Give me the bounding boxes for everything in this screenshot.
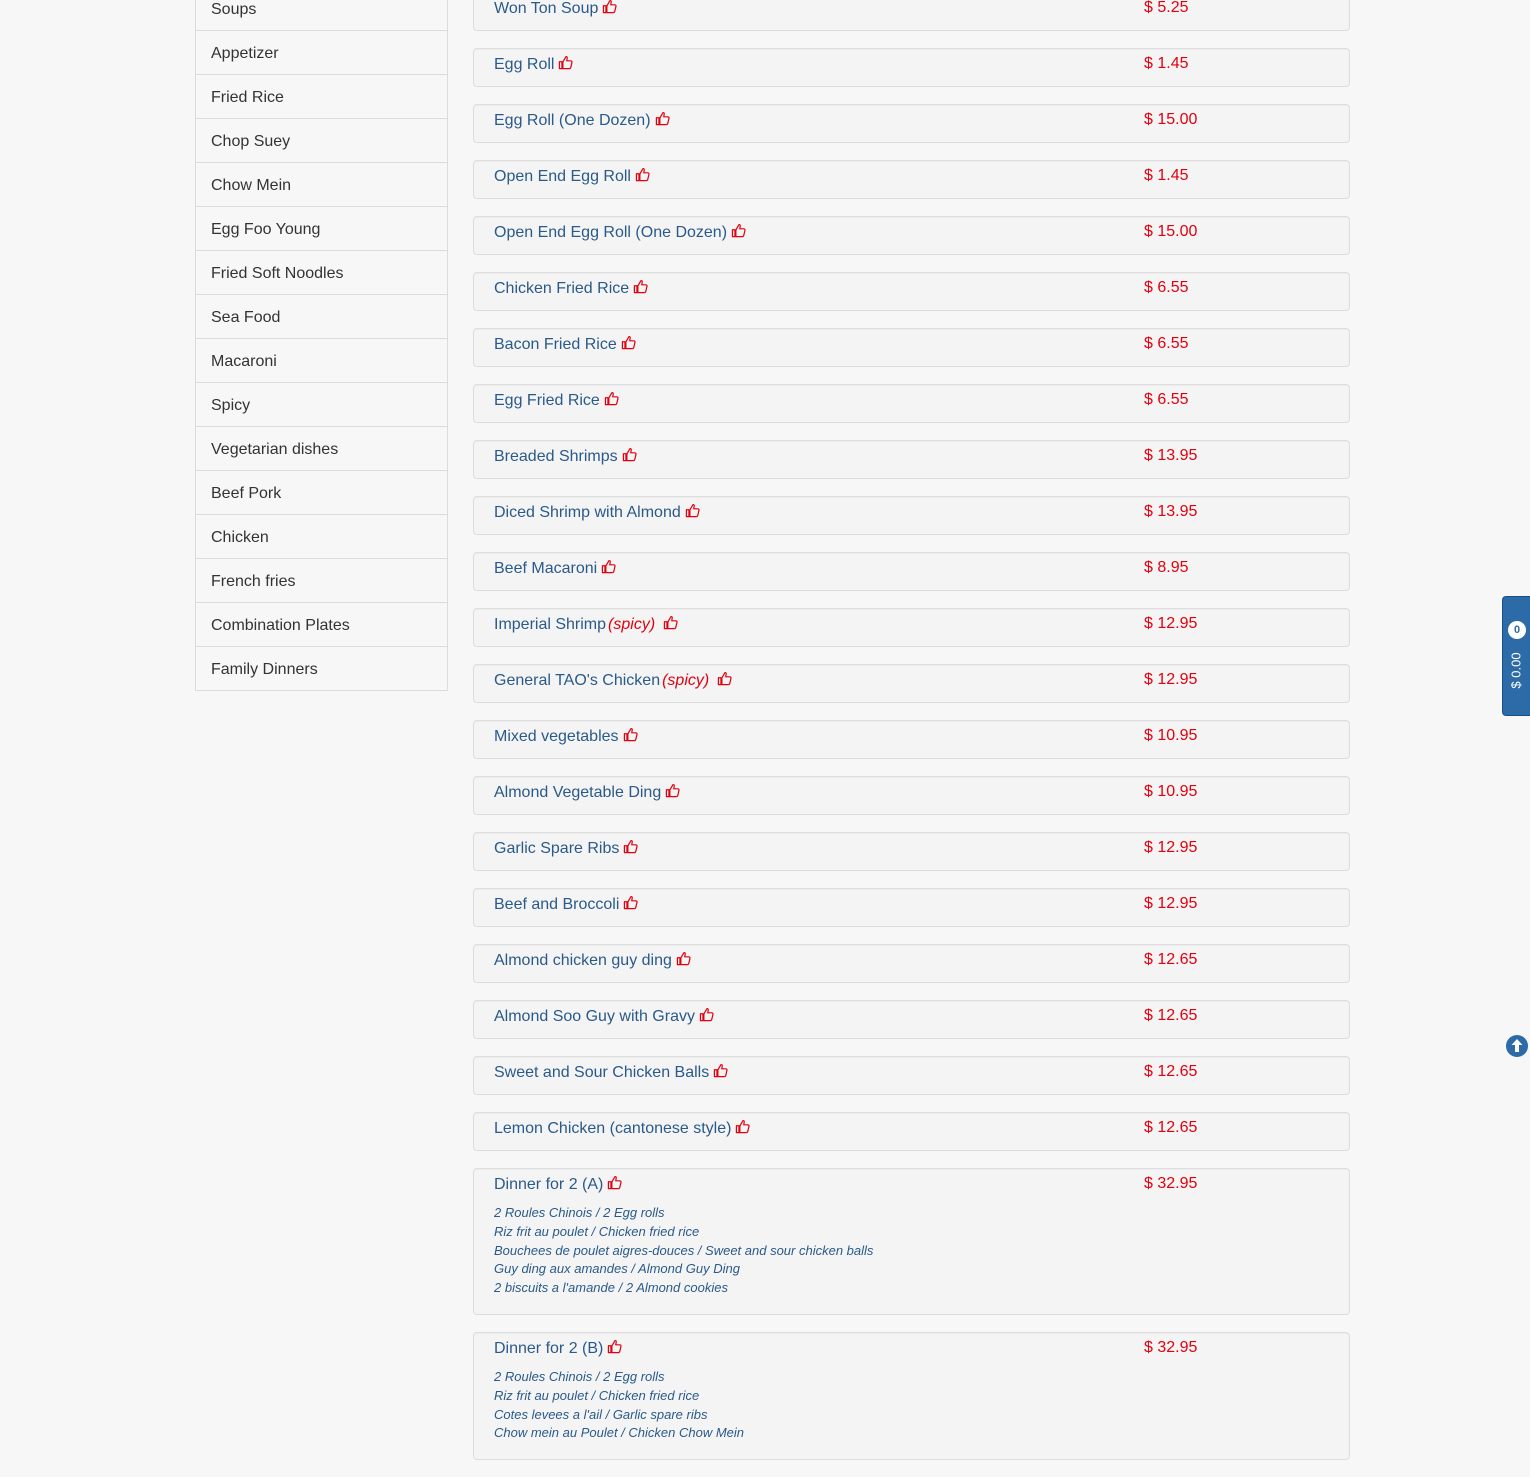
menu-item-price: $ 10.95: [1144, 727, 1198, 744]
menu-item-name[interactable]: [494, 223, 746, 242]
thumbs-up-icon[interactable]: [717, 671, 732, 686]
thumbs-up-icon[interactable]: [623, 895, 638, 910]
thumbs-up-icon[interactable]: [607, 1175, 622, 1190]
menu-item-name[interactable]: [494, 1339, 622, 1358]
menu-item-name[interactable]: [494, 1175, 622, 1194]
menu-item[interactable]: [473, 832, 1350, 871]
thumbs-up-icon[interactable]: [699, 1007, 714, 1022]
menu-item-name[interactable]: [494, 167, 650, 186]
thumbs-up-icon[interactable]: [635, 167, 650, 182]
menu-item-name[interactable]: [494, 111, 670, 130]
menu-item-name[interactable]: [494, 839, 638, 858]
menu-item[interactable]: [473, 720, 1350, 759]
thumbs-up-icon[interactable]: [558, 55, 573, 70]
category-chicken[interactable]: Chicken: [196, 514, 447, 558]
menu-item-price: $ 13.95: [1144, 503, 1198, 520]
menu-item-name[interactable]: [494, 279, 648, 298]
menu-item-price: $ 15.00: [1144, 111, 1198, 128]
menu-item-name-text: Almond Vegetable Ding: [494, 784, 662, 801]
thumbs-up-icon[interactable]: [663, 615, 678, 630]
menu-item-name-text: Imperial Shrimp: [494, 616, 607, 633]
menu-item-price: $ 13.95: [1144, 447, 1198, 464]
thumbs-up-icon[interactable]: [713, 1063, 728, 1078]
menu-item-name[interactable]: [494, 615, 678, 634]
category-appetizer[interactable]: Appetizer: [196, 30, 447, 74]
category-sidebar: [195, 0, 448, 691]
menu-item-price: $ 8.95: [1144, 559, 1189, 576]
menu-item-name-text: Garlic Spare Ribs: [494, 840, 620, 857]
menu-item-price: $ 12.95: [1144, 839, 1198, 856]
description-line: 2 Roules Chinois / 2 Egg rolls: [494, 1368, 665, 1384]
menu-item-name-text: Open End Egg Roll (One Dozen): [494, 224, 728, 241]
description-line: Chow mein au Poulet / Chicken Chow Mein: [494, 1425, 745, 1441]
menu-item-price: $ 10.95: [1144, 783, 1198, 800]
thumbs-up-icon[interactable]: [633, 279, 648, 294]
thumbs-up-icon[interactable]: [607, 1339, 622, 1354]
menu-item[interactable]: [473, 664, 1350, 703]
menu-item-price: $ 32.95: [1144, 1175, 1198, 1192]
menu-item-list: [473, 0, 1350, 1477]
description-line: 2 biscuits a l'amande / 2 Almond cookies: [494, 1280, 728, 1296]
category-sea-food[interactable]: Sea Food: [196, 294, 447, 338]
category-beef-pork[interactable]: Beef Pork: [196, 470, 447, 514]
cart-count-badge: 0: [1508, 621, 1526, 639]
cart-total: $ 0.00: [1508, 652, 1524, 689]
menu-item[interactable]: [473, 608, 1350, 647]
menu-item-name[interactable]: [494, 0, 617, 18]
menu-item-price: $ 12.65: [1144, 1063, 1198, 1080]
menu-item[interactable]: [473, 384, 1350, 423]
menu-item[interactable]: [473, 1332, 1350, 1460]
menu-item[interactable]: [473, 216, 1350, 255]
menu-item-price: $ 12.95: [1144, 895, 1198, 912]
description-line: Guy ding aux amandes / Almond Guy Ding: [494, 1261, 740, 1277]
thumbs-up-icon[interactable]: [604, 391, 619, 406]
menu-item-price: $ 12.65: [1144, 1007, 1198, 1024]
spicy-label: (spicy): [608, 616, 656, 633]
menu-item[interactable]: [473, 104, 1350, 143]
menu-item-price: $ 12.95: [1144, 615, 1198, 632]
menu-item-name-text: Sweet and Sour Chicken Balls: [494, 1064, 710, 1081]
menu-item-name-text: Open End Egg Roll: [494, 168, 631, 185]
menu-item-name-text: Breaded Shrimps: [494, 448, 618, 465]
description-line: Riz frit au poulet / Chicken fried rice: [494, 1223, 700, 1239]
scroll-top-icon[interactable]: [1505, 1034, 1529, 1058]
category-french-fries[interactable]: French fries: [196, 558, 447, 602]
category-combination-plates[interactable]: Combination Plates: [196, 602, 447, 646]
menu-item-name-text: Egg Roll: [494, 56, 555, 73]
menu-item[interactable]: [473, 1168, 1350, 1315]
category-macaroni[interactable]: Macaroni: [196, 338, 447, 382]
menu-item[interactable]: [473, 1000, 1350, 1039]
thumbs-up-icon[interactable]: [601, 559, 616, 574]
menu-item-price: $ 12.65: [1144, 1119, 1198, 1136]
menu-item-name[interactable]: [494, 727, 638, 746]
category-soups[interactable]: Soups: [211, 1, 257, 18]
menu-item-name[interactable]: [494, 1063, 728, 1082]
menu-item[interactable]: [473, 944, 1350, 983]
menu-item-name-text: Bacon Fried Rice: [494, 336, 617, 353]
menu-item-name-text: Beef Macaroni: [494, 560, 598, 577]
category-chow-mein[interactable]: Chow Mein: [196, 162, 447, 206]
menu-item-price: $ 1.45: [1144, 167, 1189, 184]
menu-item-name-text: Won Ton Soup: [494, 0, 599, 17]
category-vegetarian-dishes[interactable]: Vegetarian dishes: [196, 426, 447, 470]
category-family-dinners[interactable]: Family Dinners: [196, 646, 447, 690]
menu-item-price: $ 6.55: [1144, 391, 1189, 408]
menu-item-name-text: General TAO's Chicken: [494, 672, 661, 689]
thumbs-up-icon[interactable]: [731, 223, 746, 238]
menu-item-price: $ 15.00: [1144, 223, 1198, 240]
menu-item-description: [494, 1368, 1329, 1443]
menu-item-name[interactable]: [494, 783, 680, 802]
menu-item-name-text: Diced Shrimp with Almond: [494, 504, 681, 521]
menu-item[interactable]: [473, 496, 1350, 535]
menu-item-name-text: Dinner for 2 (B): [494, 1339, 604, 1357]
thumbs-up-icon[interactable]: [685, 503, 700, 518]
menu-item-name-text: Almond Soo Guy with Gravy: [494, 1008, 695, 1025]
menu-item-name-text: Chicken Fried Rice: [494, 280, 630, 297]
thumbs-up-icon[interactable]: [621, 335, 636, 350]
thumbs-up-icon[interactable]: [623, 839, 638, 854]
menu-item-price: $ 12.65: [1144, 951, 1198, 968]
description-line: Cotes levees a l'ail / Garlic spare ribs: [494, 1406, 708, 1422]
menu-item[interactable]: [473, 160, 1350, 199]
menu-item-name-text: Beef and Broccoli: [494, 896, 620, 913]
menu-item-price: $ 1.45: [1144, 55, 1189, 72]
menu-item-description: [494, 1204, 1329, 1298]
menu-item-price: $ 6.55: [1144, 279, 1189, 296]
menu-item-price: $ 32.95: [1144, 1338, 1198, 1356]
menu-item[interactable]: [473, 776, 1350, 815]
menu-item-name[interactable]: [494, 1007, 714, 1026]
menu-item-price: $ 6.55: [1144, 335, 1189, 352]
category-spicy[interactable]: Spicy: [196, 382, 447, 426]
menu-item-name-text: Almond chicken guy ding: [494, 952, 672, 969]
menu-item-name-text: Lemon Chicken (cantonese style): [494, 1120, 732, 1137]
menu-item-name[interactable]: [494, 559, 616, 578]
menu-item-name-text: Dinner for 2 (A): [494, 1176, 604, 1193]
thumbs-up-icon[interactable]: [655, 111, 670, 126]
menu-item[interactable]: [473, 1112, 1350, 1151]
menu-item-name[interactable]: [494, 503, 700, 522]
category-chop-suey[interactable]: Chop Suey: [196, 118, 447, 162]
menu-item-name[interactable]: [494, 335, 636, 354]
menu-item-name[interactable]: [494, 671, 732, 690]
menu-item[interactable]: [473, 328, 1350, 367]
category-egg-foo-young[interactable]: Egg Foo Young: [196, 206, 447, 250]
thumbs-up-icon[interactable]: [665, 783, 680, 798]
menu-item-name-text: Mixed vegetables: [494, 728, 619, 745]
menu-item-name[interactable]: [494, 895, 638, 914]
thumbs-up-icon[interactable]: [735, 1119, 750, 1134]
cart-tab[interactable]: [1502, 596, 1530, 716]
thumbs-up-icon[interactable]: [676, 951, 691, 966]
thumbs-up-icon[interactable]: [622, 447, 637, 462]
category-fried-rice[interactable]: Fried Rice: [196, 74, 447, 118]
menu-item[interactable]: [473, 48, 1350, 87]
menu-item[interactable]: [473, 272, 1350, 311]
menu-item-name[interactable]: [494, 447, 637, 466]
menu-item-name-text: Egg Fried Rice: [494, 392, 600, 409]
menu-item[interactable]: [473, 552, 1350, 591]
menu-item[interactable]: [473, 888, 1350, 927]
category-fried-soft-noodles[interactable]: Fried Soft Noodles: [196, 250, 447, 294]
menu-item[interactable]: [473, 0, 1350, 31]
menu-item-name-text: Egg Roll (One Dozen): [494, 112, 651, 129]
menu-item-price: $ 5.25: [1144, 0, 1189, 16]
description-line: Riz frit au poulet / Chicken fried rice: [494, 1387, 700, 1403]
menu-item-price: $ 12.95: [1144, 671, 1198, 688]
spicy-label: (spicy): [662, 672, 710, 689]
menu-item-name[interactable]: [494, 391, 619, 410]
menu-item-name[interactable]: [494, 951, 691, 970]
thumbs-up-icon[interactable]: [602, 0, 617, 14]
menu-item[interactable]: [473, 440, 1350, 479]
description-line: 2 Roules Chinois / 2 Egg rolls: [494, 1205, 665, 1220]
thumbs-up-icon[interactable]: [623, 727, 638, 742]
menu-item[interactable]: [473, 1056, 1350, 1095]
menu-item-name[interactable]: [494, 1119, 750, 1138]
menu-item-name[interactable]: [494, 55, 573, 74]
description-line: Bouchees de poulet aigres-douces / Sweet and sour chicken balls: [494, 1242, 874, 1258]
